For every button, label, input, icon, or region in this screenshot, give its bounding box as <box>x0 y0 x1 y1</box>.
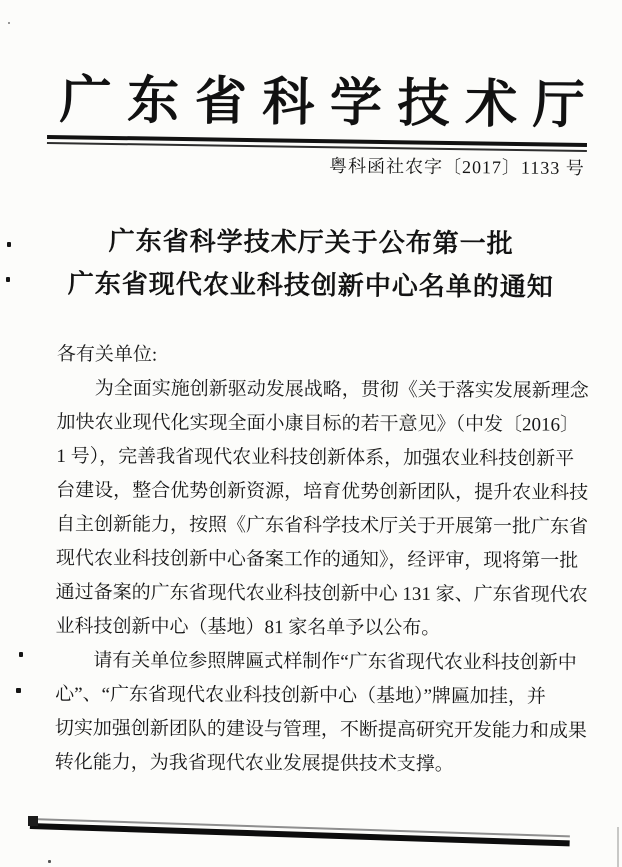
document-body <box>55 338 587 783</box>
document-title <box>0 219 622 309</box>
scan-speckle <box>7 242 11 247</box>
scan-right-edge-line <box>617 827 619 867</box>
scan-speckle <box>8 22 10 24</box>
paragraph-2 <box>55 644 586 783</box>
paragraph-1 <box>55 372 589 647</box>
scan-edge-bar <box>30 818 570 846</box>
document-number: 粤科函社农字〔2017〕1133 号 <box>329 155 586 179</box>
body-line: 心”、“广东省现代农业科技创新中心（基地）”牌匾加挂，并 <box>55 683 546 708</box>
scan-edge-bar-left-blob <box>28 816 38 826</box>
scan-speckle <box>19 652 23 657</box>
body-line: 现代农业科技创新中心备案工作的通知》，经评审，现将第一批 <box>55 547 579 572</box>
scan-speckle <box>48 860 51 863</box>
body-line: 台建设，整合优势创新资源，培育优势创新团队，提升农业科技 <box>56 479 589 504</box>
body-line: 为全面实施创新驱动发展战略，贯彻《关于落实发展新理念 <box>94 378 589 402</box>
body-line: 业科技创新中心（基地）81 家名单予以公布。 <box>55 615 441 640</box>
document-title-line-1: 广东省科学技术厅关于公布第一批 <box>108 226 514 259</box>
agency-name: 广东省科学技术厅 <box>59 72 601 135</box>
letterhead-rule <box>47 135 587 152</box>
body-line: 加快农业现代化实现全面小康目标的若干意见》（中发〔2016〕 <box>56 411 580 436</box>
scan-speckle <box>6 277 10 282</box>
document-title-line-2: 广东省现代农业科技创新中心名单的通知 <box>67 269 554 302</box>
body-line: 切实加强创新团队的建设与管理，不断提高研究开发能力和成果 <box>54 717 588 742</box>
body-line: 请有关单位参照牌匾式样制作“广东省现代农业科技创新中 <box>93 650 577 674</box>
body-line: 1 号），完善我省现代农业科技创新体系，加强农业科技创新平 <box>56 445 575 470</box>
body-line: 通过备案的广东省现代农业科技创新中心 131 家、广东省现代农 <box>55 581 588 606</box>
body-line: 转化能力，为我省现代农业发展提供技术支撑。 <box>54 751 454 776</box>
body-line: 自主创新能力，按照《广东省科学技术厅关于开展第一批广东省 <box>55 513 589 538</box>
salutation: 各有关单位: <box>56 343 158 366</box>
scan-speckle <box>16 688 21 693</box>
